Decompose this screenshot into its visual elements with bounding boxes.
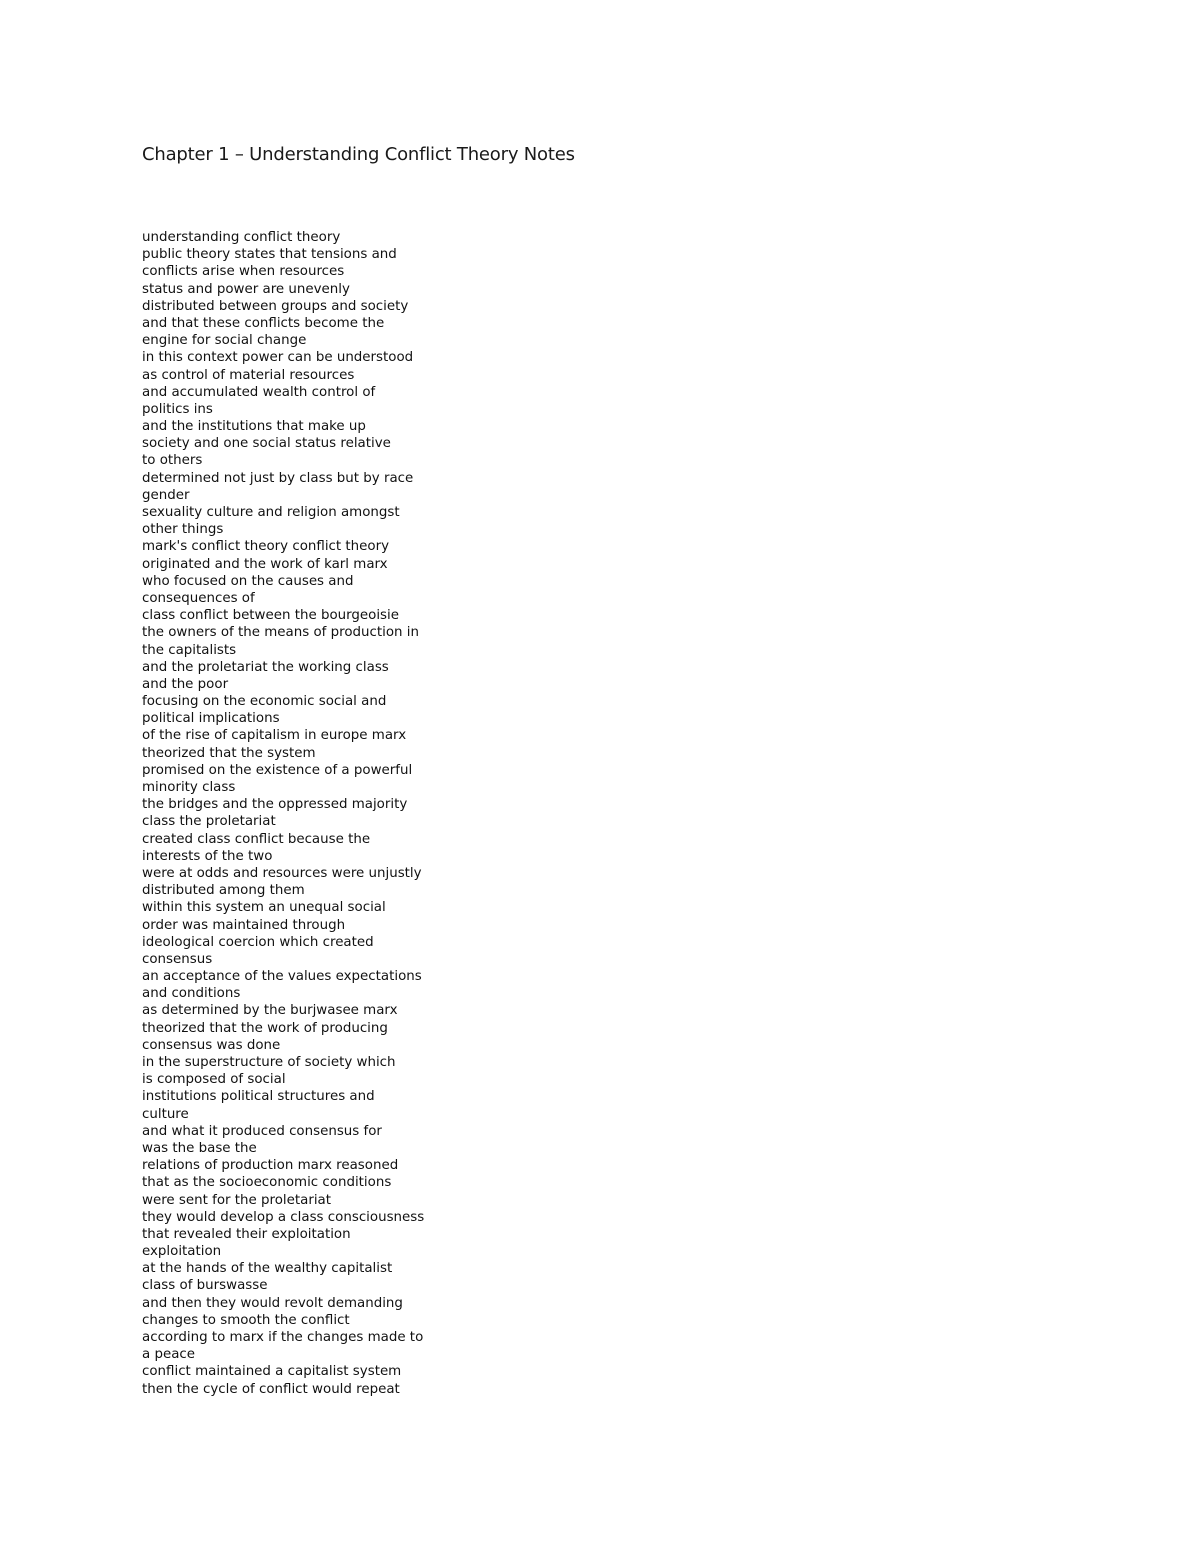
text-line: consensus (142, 951, 213, 967)
text-line: class the proletariat (142, 814, 276, 830)
text-line: was the base the (142, 1140, 257, 1156)
text-line: political implications (142, 711, 280, 727)
text-line: conflict maintained a capitalist system (142, 1364, 402, 1380)
text-line: ideological coercion which created (142, 934, 374, 950)
text-line: determined not just by class but by race (142, 470, 414, 486)
text-line: institutions political structures and (142, 1089, 375, 1105)
text-line: that revealed their exploitation (142, 1226, 351, 1242)
text-line: and conditions (142, 986, 241, 1002)
text-line: distributed among them (142, 883, 305, 899)
text-line: politics ins (142, 401, 213, 417)
text-line: changes to smooth the conflict (142, 1312, 350, 1328)
text-line: consensus was done (142, 1037, 281, 1053)
text-line: and that these conflicts become the (142, 315, 385, 331)
text-line: were at odds and resources were unjustly (142, 865, 422, 881)
text-line: to others (142, 453, 203, 469)
text-line: and the institutions that make up (142, 419, 366, 435)
text-line: who focused on the causes and (142, 573, 354, 589)
text-line: as control of material resources (142, 367, 355, 383)
text-line: theorized that the work of producing (142, 1020, 388, 1036)
text-line: class of burswasse (142, 1278, 268, 1294)
text-line: status and power are unevenly (142, 281, 350, 297)
text-line: then the cycle of conflict would repeat (142, 1381, 400, 1397)
text-line: and then they would revolt demanding (142, 1295, 403, 1311)
text-line: relations of production marx reasoned (142, 1158, 399, 1174)
text-line: and what it produced consensus for (142, 1123, 382, 1139)
text-line: and accumulated wealth control of (142, 384, 376, 400)
text-line: promised on the existence of a powerful (142, 762, 413, 778)
text-line: in this context power can be understood (142, 350, 414, 366)
text-line: focusing on the economic social and (142, 694, 387, 710)
text-line: exploitation (142, 1244, 222, 1260)
text-line: the owners of the means of production in (142, 625, 419, 641)
text-line: mark's conflict theory conflict theory (142, 539, 390, 555)
text-line: originated and the work of karl marx (142, 556, 388, 572)
text-line: consequences of (142, 590, 255, 606)
text-line: an acceptance of the values expectations (142, 969, 422, 985)
text-line: minority class (142, 780, 236, 795)
text-line: class conflict between the bourgeoisie (142, 608, 399, 624)
text-line: is composed of social (142, 1072, 286, 1088)
text-line: and the proletariat the working class (142, 659, 389, 675)
text-line: culture (142, 1106, 189, 1122)
text-line: a peace (142, 1347, 196, 1363)
text-line: were sent for the proletariat (142, 1192, 332, 1208)
document-body (142, 229, 472, 1398)
text-line: of the rise of capitalism in europe marx (142, 728, 407, 744)
text-line: in the superstructure of society which (142, 1055, 396, 1070)
text-line: distributed between groups and society (142, 298, 409, 314)
text-line: interests of the two (142, 848, 273, 864)
text-line: within this system an unequal social (142, 900, 386, 916)
text-line: created class conflict because the (142, 831, 371, 847)
text-line: sexuality culture and religion amongst (142, 505, 400, 520)
text-line: gender (142, 487, 190, 503)
text-line: engine for social change (142, 333, 307, 349)
text-line: they would develop a class consciousness (142, 1209, 425, 1225)
text-line: theorized that the system (142, 745, 316, 761)
text-line: according to marx if the changes made to (142, 1330, 424, 1345)
text-line: the bridges and the oppressed majority (142, 797, 408, 813)
text-line: conflicts arise when resources (142, 264, 345, 280)
text-line: other things (142, 522, 224, 538)
text-line: public theory states that tensions and (142, 247, 397, 263)
text-line: the capitalists (142, 642, 237, 658)
text-line: as determined by the burjwasee marx (142, 1003, 398, 1019)
document-title: Chapter 1 – Understanding Conflict Theory Notes (142, 144, 575, 165)
text-line: order was maintained through (142, 917, 346, 933)
text-line: at the hands of the wealthy capitalist (142, 1261, 393, 1277)
text-line: and the poor (142, 676, 229, 692)
text-line: understanding conflict theory (142, 230, 341, 245)
text-line: that as the socioeconomic conditions (142, 1175, 392, 1191)
text-line: society and one social status relative (142, 436, 391, 452)
